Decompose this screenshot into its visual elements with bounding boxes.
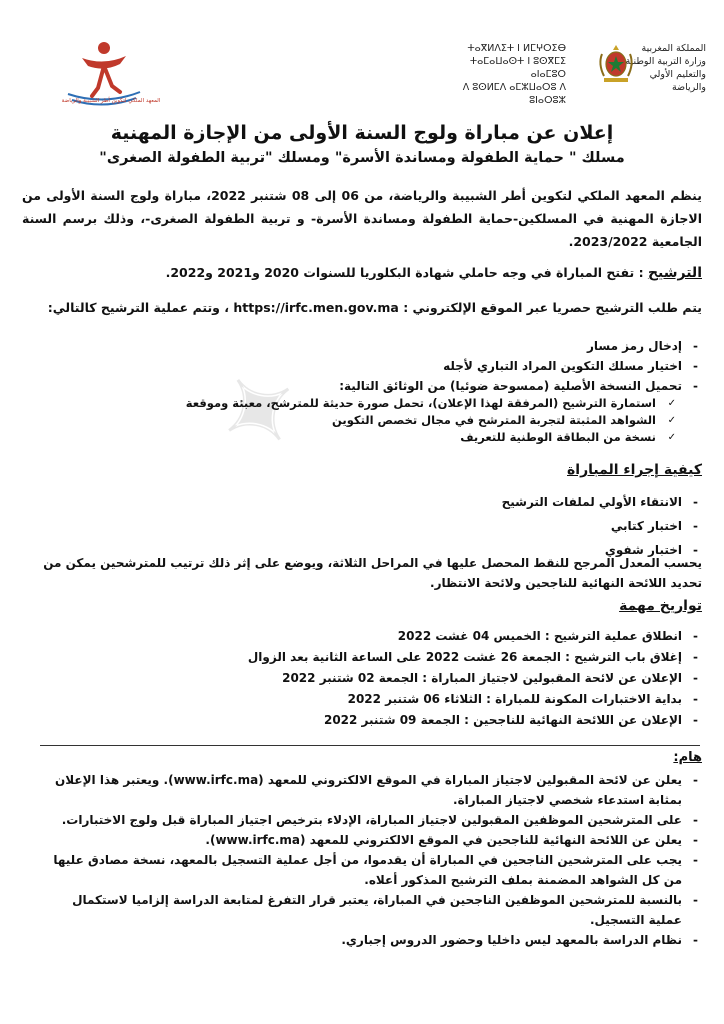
list-item: - يعلن عن لائحة المقبولين لاجتياز المباراة في الموقع الالكتروني للمعهد (www.irfc.ma). ويعتبر هذا الإعلان بمثابة استدعاء شخصي لاجتياز المباراة. bbox=[40, 770, 700, 810]
candidacy-text: : تفتح المباراة في وجه حاملي شهادة البكلوريا للسنوات 2020 و2021 و2022. bbox=[165, 265, 644, 280]
watermark: ✦ bbox=[194, 341, 326, 481]
list-item: - إغلاق باب الترشيح : الجمعة 26 غشت 2022 على الساعة الثانية بعد الزوال bbox=[40, 647, 700, 668]
candidacy-label: الترشيح bbox=[647, 265, 702, 281]
online-application-text: يتم طلب الترشيح حصريا عبر الموقع الإلكتروني : https://irfc.men.gov.ma ، وتتم عملية الترشيح كالتالي: bbox=[47, 300, 702, 315]
list-item: - الإعلان عن لائحة المقبولين لاجتياز المباراة : الجمعة 02 شتنبر 2022 bbox=[40, 668, 700, 689]
list-item: - نظام الدراسة بالمعهد ليس داخليا وحضور الدروس إجباري. bbox=[40, 930, 700, 950]
list-item: - الانتقاء الأولي لملفات الترشيح bbox=[40, 490, 700, 514]
list-item: - بالنسبة للمترشحين الموظفين الناجحين في المباراة، يعتبر قرار التفرغ لمتابعة الدراسة إلزاميا لاستكمال عملية التسجيل. bbox=[40, 890, 700, 930]
coat-of-arms-icon bbox=[596, 42, 636, 84]
page-title: إعلان عن مباراة ولوج السنة الأولى من الإجازة المهنية bbox=[110, 122, 614, 144]
list-item: - على المترشحين الموظفين المقبولين لاجتياز المباراة، الإدلاء بترخيص اجتياز المباراة قبل ولوج الاختبارات. bbox=[40, 810, 700, 830]
important-dates bbox=[40, 626, 700, 731]
divider bbox=[40, 745, 700, 746]
list-item: - يجب على المترشحين الناجحين في المباراة أن يقدموا، من أجل عملية التسجيل بالمعهد، نسخة مصادق عليها من كل الشواهد المضمنة بملف الترشيح المذكور أعلاه. bbox=[40, 850, 700, 890]
procedure-heading: كيفية إجراء المباراة bbox=[567, 462, 702, 478]
list-item: ✓ نسخة من البطاقة الوطنية للتعريف bbox=[78, 429, 678, 446]
list-item: - يعلن عن اللائحة النهائية للناجحين في الموقع الالكتروني للمعهد (www.irfc.ma). bbox=[40, 830, 700, 850]
intro-paragraph: ينظم المعهد الملكي لتكوين أطر الشبيبة والرياضة، من 06 إلى 08 شتنبر 2022، مباراة ولوج السنة الأولى من الاجازة المهنية في المسلكين-حماية الطفولة ومساندة الأسرة- و تربية الطفولة الصغرى-، وذلك برسم السنة الجامعية 2023/2022. bbox=[22, 188, 702, 249]
list-item: - اختيار مسلك التكوين المراد التباري لأجله bbox=[40, 356, 700, 376]
list-item: ✓ الشواهد المثبتة لتجربة المترشح في مجال تخصص التكوين bbox=[78, 412, 678, 429]
list-item: - اختبار شفوي bbox=[40, 538, 700, 562]
list-item: ✓ استمارة الترشيح (المرفقة لهذا الإعلان)، تحمل صورة حديثة للمترشح، معبئة وموقعة bbox=[78, 395, 678, 412]
procedure-steps bbox=[40, 490, 700, 562]
candidacy-line bbox=[22, 263, 702, 283]
list-item: - بداية الاختبارات المكونة للمباراة : الثلاثاء 06 شتنبر 2022 bbox=[40, 689, 700, 710]
important-heading: هام: bbox=[673, 750, 702, 765]
institute-caption: المعهد الملكي لتكوين أطر الشبيبة والرياضة bbox=[61, 98, 161, 104]
ministry-name: المملكة المغربية وزارة التربية الوطنية والتعليم الأولي والرياضة bbox=[625, 43, 706, 93]
candidacy-steps bbox=[40, 336, 700, 396]
required-documents bbox=[78, 395, 678, 446]
list-item: - الإعلان عن اللائحة النهائية للناجحين : الجمعة 09 شتنبر 2022 bbox=[40, 710, 700, 731]
procedure-note: يحسب المعدل المرجح للنقط المحصل عليها في المراحل الثلاثة، ويوضع على إثر ذلك ترتيب للمترشحين يمكن من تحديد اللائحة النهائية للناجحين ولائحة الانتظار. bbox=[43, 556, 702, 590]
ministry-header bbox=[436, 38, 706, 106]
list-item: - تحميل النسخة الأصلية (ممسوحة ضوئيا) من الوثائق التالية: bbox=[40, 376, 700, 396]
list-item: - اختبار كتابي bbox=[40, 514, 700, 538]
ministry-name-tifinagh: ⵜⴰⴳⵍⴷⵉⵜ ⵏ ⵍⵎⵖⵔⵉⴱ ⵜⴰⵎⴰⵡⴰⵙⵜ ⵏ ⵓⵙⴳⵎⵉ ⴰⵏⴰⵎⵓⵔ ⴷ ⵓⵙⵍⵎⴷ ⴰⵎⵣⵡⴰⵔⵓ ⴷ ⵓⵏⴰⵔⵓⵣ bbox=[462, 43, 566, 106]
list-item: - انطلاق عملية الترشيح : الخميس 04 غشت 2022 bbox=[40, 626, 700, 647]
dates-heading: تواريخ مهمة bbox=[619, 598, 702, 614]
important-notes bbox=[40, 770, 700, 950]
list-item: - إدخال رمز مسار bbox=[40, 336, 700, 356]
page-subtitle: مسلك " حماية الطفولة ومساندة الأسرة" ومسلك "تربية الطفولة الصغرى" bbox=[99, 150, 625, 166]
